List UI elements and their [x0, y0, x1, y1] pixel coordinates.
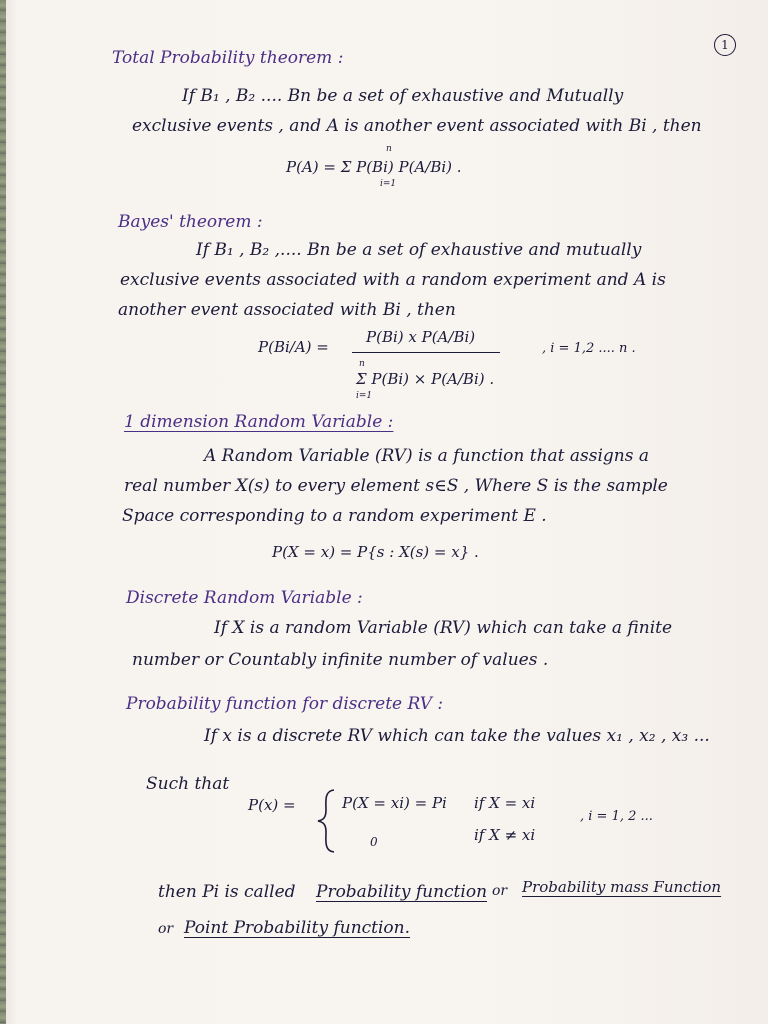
total-probability-formula: P(A) = Σ P(Bi) P(A/Bi) . — [286, 158, 462, 176]
bayes-lhs: P(Bi/A) = — [258, 338, 329, 356]
bayes-sum-bottom: i=1 — [356, 391, 373, 401]
discrete-rv-heading: Discrete Random Variable : — [126, 588, 363, 608]
conclusion-or-2: or — [158, 921, 174, 937]
case-1-condition: if X = xi — [474, 794, 536, 812]
probability-function-heading: Probability function for discrete RV : — [126, 694, 444, 714]
total-probability-sum-top: n — [386, 144, 392, 154]
total-probability-line-2: exclusive events , and A is another event associated with Bi , then — [132, 116, 702, 136]
bayes-numerator: P(Bi) x P(A/Bi) — [366, 328, 476, 346]
random-variable-line-3: Space corresponding to a random experiment E . — [122, 506, 547, 526]
case-2-condition: if X ≠ xi — [474, 826, 536, 844]
bayes-denominator: Σ P(Bi) × P(A/Bi) . — [356, 370, 495, 388]
term-probability-function: Probability function — [316, 882, 488, 902]
total-probability-line-1: If B₁ , B₂ .... Bn be a set of exhaustive and Mutually — [182, 86, 624, 106]
total-probability-heading: Total Probability theorem : — [112, 48, 344, 68]
probability-function-such-that: Such that — [146, 774, 230, 794]
case-2-value: 0 — [370, 835, 378, 849]
piecewise-brace — [316, 788, 338, 854]
conclusion-start: then Pi is called — [158, 882, 296, 902]
total-probability-sum-bottom: i=1 — [380, 179, 397, 189]
page-number: 1 — [714, 34, 736, 56]
discrete-rv-line-2: number or Countably infinite number of values . — [132, 650, 549, 670]
bayes-line-3: another event associated with Bi , then — [118, 300, 456, 320]
page-binding-edge — [0, 0, 6, 1024]
term-point-probability-function: Point Probability function. — [184, 918, 411, 938]
term-probability-mass-function: Probability mass Function — [522, 878, 722, 896]
probability-function-lhs: P(x) = — [248, 796, 296, 814]
bayes-sum-top: n — [359, 359, 365, 369]
probability-function-index-range: , i = 1, 2 ... — [580, 809, 653, 824]
bayes-line-2: exclusive events associated with a random experiment and A is — [120, 270, 666, 290]
bayes-fraction-bar — [352, 352, 500, 353]
random-variable-heading: 1 dimension Random Variable : — [124, 412, 394, 432]
discrete-rv-line-1: If X is a random Variable (RV) which can take a finite — [214, 618, 673, 638]
bayes-line-1: If B₁ , B₂ ,.... Bn be a set of exhaustive and mutually — [196, 240, 642, 260]
bayes-index-range: , i = 1,2 .... n . — [542, 341, 636, 356]
bayes-heading: Bayes' theorem : — [118, 212, 263, 232]
random-variable-line-2: real number X(s) to every element s∈S , Where S is the sample — [124, 476, 668, 496]
random-variable-line-1: A Random Variable (RV) is a function that assigns a — [204, 446, 650, 466]
random-variable-formula: P(X = x) = P{s : X(s) = x} . — [272, 543, 479, 561]
case-1-value: P(X = xi) = Pi — [342, 794, 447, 812]
conclusion-or-1: or — [492, 883, 508, 899]
probability-function-line-1: If x is a discrete RV which can take the values x₁ , x₂ , x₃ ... — [204, 726, 710, 746]
